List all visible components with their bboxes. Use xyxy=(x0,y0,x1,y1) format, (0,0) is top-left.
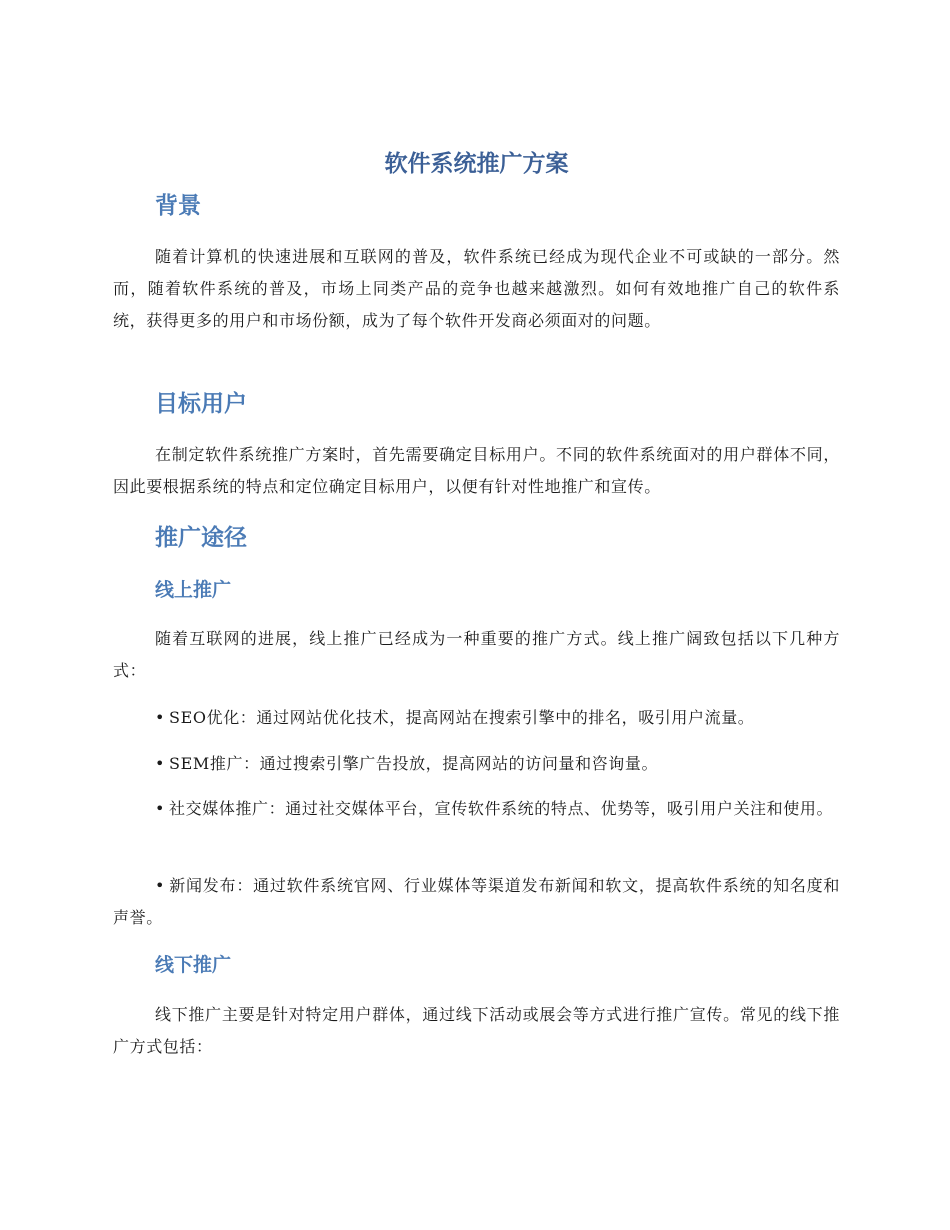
list-item-text: 新闻发布：通过软件系统官网、行业媒体等渠道发布新闻和软文，提高软件系统的知名度和声誉。 xyxy=(113,876,840,927)
list-item xyxy=(113,748,840,780)
list-item xyxy=(113,793,840,825)
paragraph-target-users: 在制定软件系统推广方案时，首先需要确定目标用户。不同的软件系统面对的用户群体不同，因此要根据系统的特点和定位确定目标用户，以便有针对性地推广和宣传。 xyxy=(113,445,840,496)
list-item-text: SEO优化：通过网站优化技术，提高网站在搜索引擎中的排名，吸引用户流量。 xyxy=(169,708,755,727)
bullet-icon: • xyxy=(155,799,166,818)
document-title: 软件系统推广方案 xyxy=(384,151,569,177)
bullet-icon: • xyxy=(155,876,166,895)
heading-online: 线上推广 xyxy=(155,579,232,601)
list-item-text: SEM推广：通过搜索引擎广告投放，提高网站的访问量和咨询量。 xyxy=(169,754,659,773)
list-item xyxy=(113,870,840,934)
heading-channels: 推广途径 xyxy=(155,525,247,551)
bullet-icon: • xyxy=(155,708,166,727)
paragraph-online-intro: 随着互联网的进展，线上推广已经成为一种重要的推广方式。线上推广阔致包括以下几种方式： xyxy=(113,629,840,680)
heading-background: 背景 xyxy=(155,193,201,219)
list-item xyxy=(113,702,840,734)
paragraph-offline-intro: 线下推广主要是针对特定用户群体，通过线下活动或展会等方式进行推广宣传。常见的线下推广方式包括： xyxy=(113,1005,840,1056)
heading-offline: 线下推广 xyxy=(155,954,232,976)
bullet-icon: • xyxy=(155,754,166,773)
list-item-text: 社交媒体推广：通过社交媒体平台，宣传软件系统的特点、优势等，吸引用户关注和使用。 xyxy=(169,799,834,818)
paragraph-background: 随着计算机的快速进展和互联网的普及，软件系统已经成为现代企业不可或缺的一部分。然而，随着软件系统的普及，市场上同类产品的竞争也越来越激烈。如何有效地推广自己的软件系统，获得更多的用户和市场份额，成为了每个软件开发商必须面对的问题。 xyxy=(113,247,840,330)
heading-target-users: 目标用户 xyxy=(155,391,247,417)
